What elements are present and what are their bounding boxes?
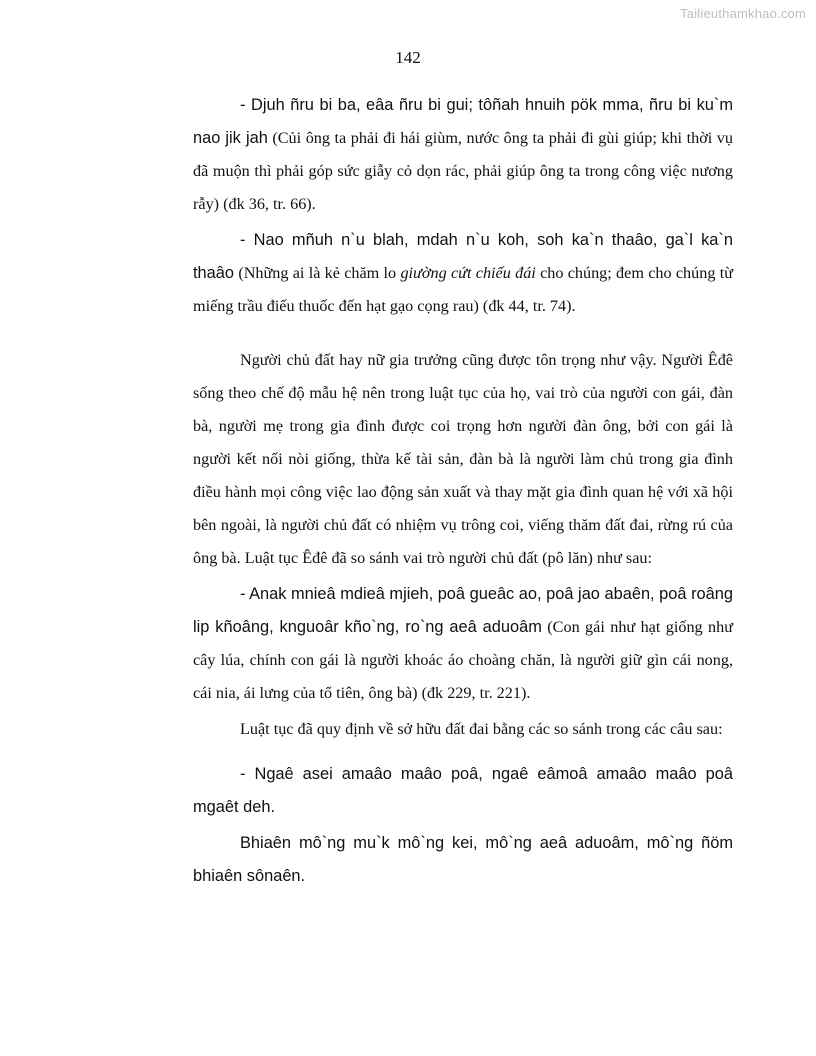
page-body	[193, 89, 733, 893]
vietnamese-translation: (Những ai là kẻ chăm lo	[234, 264, 401, 282]
quote-paragraph-1	[193, 89, 733, 221]
quote-paragraph-5	[193, 827, 733, 893]
ede-quote: - Ngaê asei amaâo maâo poâ, ngaê eâmoâ amaâo maâo poâ mgaêt deh.	[193, 765, 733, 816]
ede-quote: Bhiaên mô`ng mu`k mô`ng kei, mô`ng aeâ aduoâm, mô`ng ñöm bhiaên sônaên.	[193, 834, 733, 885]
vietnamese-translation-cont: cho chúng; đem cho chúng từ miếng trầu điếu thuốc đến hạt gạo cọng rau) (đk 44, tr. 74).	[193, 264, 733, 315]
ede-quote: - Nao mñuh n`u blah, mdah n`u koh, soh ka`n thaâo, ga`l ka`n thaâo	[193, 231, 733, 282]
quote-paragraph-4	[193, 758, 733, 824]
vietnamese-translation: (Con gái như hạt giống như cây lúa, chính con gái là người khoác áo choàng chăn, là người giữ gìn cái nong, cái nia, ái lưng của tổ tiên, ông bà) (đk 229, tr. 221).	[193, 618, 733, 702]
ede-quote: - Djuh ñru bi ba, eâa ñru bi gui; tôñah hnuih pök mma, ñru bi ku`m nao jik jah	[193, 96, 733, 147]
page-number: 142	[395, 48, 421, 67]
italic-phrase: giường cứt chiếu đái	[400, 264, 536, 282]
body-paragraph-2: Luật tục đã quy định về sở hữu đất đai bằng các so sánh trong các câu sau:	[240, 720, 723, 738]
quote-paragraph-2	[193, 224, 733, 323]
quote-paragraph-3	[193, 578, 733, 710]
watermark: Tailieuthamkhao.com	[680, 6, 806, 21]
ede-quote: - Anak mnieâ mdieâ mjieh, poâ gueâc ao, poâ jao abaên, poâ roâng lip kñoâng, knguoâr kño`ng, ro`ng aeâ aduoâm	[193, 585, 733, 636]
body-paragraph-1: Người chủ đất hay nữ gia trưởng cũng được tôn trọng như vậy. Người Êđê sống theo chế độ mẫu hệ nên trong luật tục của họ, vai trò của người con gái, đàn bà, người mẹ trong gia đình được coi trọng hơn người đàn ông, bởi con gái là người kết nối nòi giống, thừa kế tài sản, đàn bà là người làm chủ trong gia đình điều hành mọi công việc lao động sản xuất và thay mặt gia đình quan hệ với xã hội bên ngoài, là người chủ đất có nhiệm vụ trông coi, viếng thăm đất đai, rừng rú của ông bà. Luật tục Êđê đã so sánh vai trò người chủ đất (pô lăn) như sau:	[193, 351, 733, 567]
vietnamese-translation: (Củi ông ta phải đi hái giùm, nước ông ta phải đi gùi giúp; khi thời vụ đã muộn thì phải góp sức giẫy cỏ dọn rác, phải giúp ông ta trong công việc nương rẫy) (đk 36, tr. 66).	[193, 129, 733, 213]
